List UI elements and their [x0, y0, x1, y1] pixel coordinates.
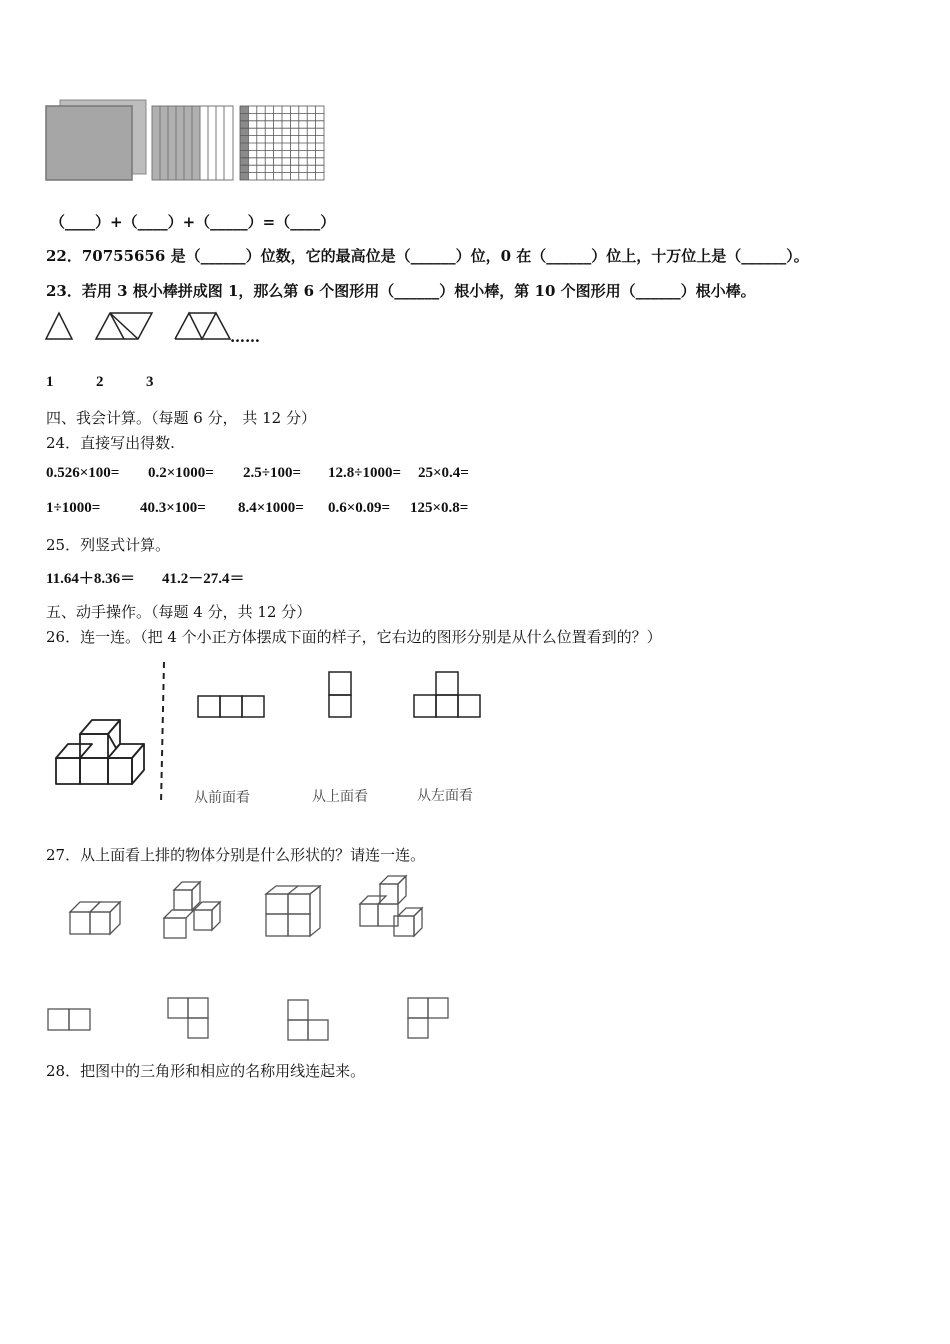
q28-line [46, 1060, 365, 1081]
top-view-2-figure [166, 996, 212, 1042]
q27-number: 27． [46, 846, 81, 864]
q25-line [46, 534, 170, 555]
q25-item: 11.64＋8.36＝ [46, 571, 136, 587]
q24-row2-item: 1÷1000= [46, 500, 101, 516]
q27-text: 从上面看上排的物体分别是什么形状的？请连一连。 [80, 846, 426, 864]
q24-text: 直接写出得数. [80, 434, 175, 452]
q26-text: 连一连。（把 4 个小正方体摆成下面的样子，它右边的图形分别是从什么位置看到的？） [80, 628, 662, 646]
q24-row1-item: 2.5÷100= [243, 465, 302, 481]
caption-top-view: 从上面看 [312, 789, 368, 805]
dashed-divider [158, 660, 170, 806]
q24-row1-item: 0.526×100= [46, 465, 120, 481]
q24-row2-item: 40.3×100= [140, 500, 206, 516]
cube-arrangement-figure [52, 714, 152, 790]
figure-label-2: 2 [96, 374, 104, 390]
q27-line [46, 844, 425, 865]
q24-number: 24． [46, 434, 81, 452]
caption-left-view: 从左面看 [417, 788, 473, 804]
caption-front-view: 从前面看 [194, 790, 250, 806]
q25-number: 25． [46, 536, 81, 554]
q23-text: 若用 3 根小棒拼成图 1，那么第 6 个图形用（______）根小棒，第 10 个图形用（______）根小棒。 [81, 282, 756, 300]
top-view-3-figure [286, 998, 332, 1044]
top-view-1-figure [46, 1007, 92, 1033]
q22-number: 22． [46, 247, 82, 265]
place-value-blocks-figure [44, 98, 334, 184]
q24-row2-item: 0.6×0.09= [328, 500, 391, 516]
q23-line [46, 280, 756, 301]
q24-row2-item: 8.4×1000= [238, 500, 304, 516]
q24-row1-item: 25×0.4= [418, 465, 469, 481]
view-left-figure [412, 670, 484, 720]
triangle-figure-2 [96, 313, 152, 339]
q25-text: 列竖式计算。 [80, 536, 171, 554]
object-1-figure [66, 896, 126, 940]
object-2-figure [160, 880, 226, 942]
view-front-figure [196, 694, 268, 720]
q21-blanks: （____）+（____）+（_____）=（____） [50, 213, 336, 231]
figure-label-1: 1 [46, 374, 54, 390]
q24-row2-item: 125×0.8= [410, 500, 469, 516]
q24-row1-item: 0.2×1000= [148, 465, 214, 481]
q26-line [46, 626, 662, 647]
triangle-figure-1 [46, 313, 72, 339]
section-5-title: 五、动手操作。（每题 4 分，共 12 分） [46, 603, 312, 621]
triangle-figure-3 [175, 313, 230, 339]
q24-line [46, 432, 175, 453]
q28-text: 把图中的三角形和相应的名称用线连起来。 [80, 1062, 366, 1080]
q22-text: 70755656 是（______）位数，它的最高位是（______）位，0 在（______）位上，十万位上是（______）。 [81, 247, 809, 265]
top-view-4-figure [406, 996, 452, 1042]
object-3-figure [262, 882, 324, 940]
q25-item: 41.2－27.4＝ [162, 571, 245, 587]
view-top-figure [327, 670, 355, 720]
hundredths-grid [240, 106, 324, 180]
tens-rods [152, 106, 233, 180]
object-4-figure [356, 872, 426, 940]
q24-row1-item: 12.8÷1000= [328, 465, 402, 481]
hundred-square-front [46, 106, 132, 180]
q23-ellipsis: …… [230, 328, 260, 346]
q26-number: 26． [46, 628, 81, 646]
figure-label-3: 3 [146, 374, 154, 390]
section-4-title: 四、我会计算。（每题 6 分， 共 12 分） [46, 409, 316, 427]
q22-line [46, 245, 809, 266]
q23-number: 23． [46, 282, 82, 300]
q28-number: 28． [46, 1062, 81, 1080]
